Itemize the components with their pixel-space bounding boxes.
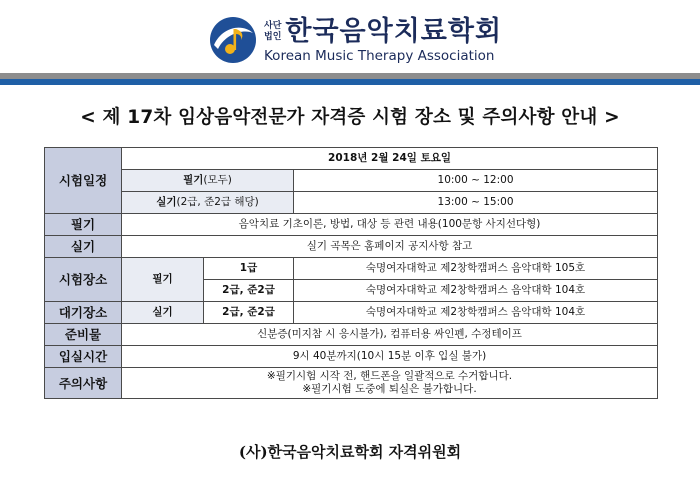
exam-info-table	[44, 147, 658, 399]
venue-grade1-place: 숙명여자대학교 제2창학캠퍼스 음악대학 105호	[294, 258, 658, 280]
written-row	[45, 214, 658, 236]
org-name-korean: 한국음악치료학회	[285, 15, 503, 47]
practical-label: 실기	[45, 236, 122, 258]
waiting-place: 숙명여자대학교 제2창학캠퍼스 음악대학 104호	[294, 302, 658, 324]
schedule-label: 시험일정	[45, 148, 122, 214]
schedule-written-row	[45, 170, 658, 192]
schedule-practical-row	[45, 192, 658, 214]
entry-time-content: 9시 40분까지(10시 15분 이후 입실 불가)	[122, 346, 658, 368]
schedule-practical-note: (2급, 준2급 해당)	[176, 196, 259, 208]
org-prefix-line2: 법인	[264, 31, 282, 42]
org-prefix-line1: 사단	[264, 20, 282, 31]
header	[0, 0, 700, 84]
venue-grade2: 2급, 준2급	[204, 280, 294, 302]
venue-grade1: 1급	[204, 258, 294, 280]
waiting-row	[45, 302, 658, 324]
supplies-row	[45, 324, 658, 346]
music-note-logo-icon	[208, 15, 258, 65]
logo	[208, 10, 502, 70]
supplies-label: 준비물	[45, 324, 122, 346]
venue-type: 필기	[122, 258, 204, 302]
schedule-practical-label: 실기	[156, 196, 177, 208]
schedule-practical-type	[122, 192, 294, 214]
cautions-row	[45, 368, 658, 399]
schedule-written-label: 필기	[183, 174, 204, 186]
waiting-type: 실기	[122, 302, 204, 324]
waiting-grade: 2급, 준2급	[204, 302, 294, 324]
entry-time-row	[45, 346, 658, 368]
exam-date: 2018년 2월 24일 토요일	[122, 148, 658, 170]
entry-time-label: 입실시간	[45, 346, 122, 368]
date-row	[45, 148, 658, 170]
issuer-footer: (사)한국음악치료학회 자격위원회	[238, 443, 462, 461]
written-content: 음악치료 기초이론, 방법, 대상 등 관련 내용(100문항 사지선다형)	[122, 214, 658, 236]
schedule-written-time: 10:00 ~ 12:00	[294, 170, 658, 192]
header-divider-blue	[0, 79, 700, 85]
practical-content: 실기 곡목은 홈페이지 공지사항 참고	[122, 236, 658, 258]
schedule-written-type	[122, 170, 294, 192]
cautions-content	[122, 368, 658, 399]
written-label: 필기	[45, 214, 122, 236]
cautions-label: 주의사항	[45, 368, 122, 399]
org-prefix	[264, 21, 281, 43]
venue-label: 시험장소	[45, 258, 122, 302]
venue-row-grade1	[45, 258, 658, 280]
practical-row	[45, 236, 658, 258]
venue-grade2-place: 숙명여자대학교 제2창학캠퍼스 음악대학 104호	[294, 280, 658, 302]
schedule-written-note: (모두)	[203, 174, 232, 186]
caution-line-1: ※필기시험 시작 전, 핸드폰을 일괄적으로 수거합니다.	[266, 370, 513, 382]
document-title: < 제 17차 임상음악전문가 자격증 시험 장소 및 주의사항 안내 >	[80, 107, 620, 128]
supplies-content: 신분증(미지참 시 응시불가), 컴퓨터용 싸인펜, 수정테이프	[122, 324, 658, 346]
schedule-practical-time: 13:00 ~ 15:00	[294, 192, 658, 214]
org-name-english: Korean Music Therapy Association	[264, 47, 495, 64]
caution-line-2: ※필기시험 도중에 퇴실은 불가합니다.	[302, 383, 477, 395]
waiting-label: 대기장소	[45, 302, 122, 324]
